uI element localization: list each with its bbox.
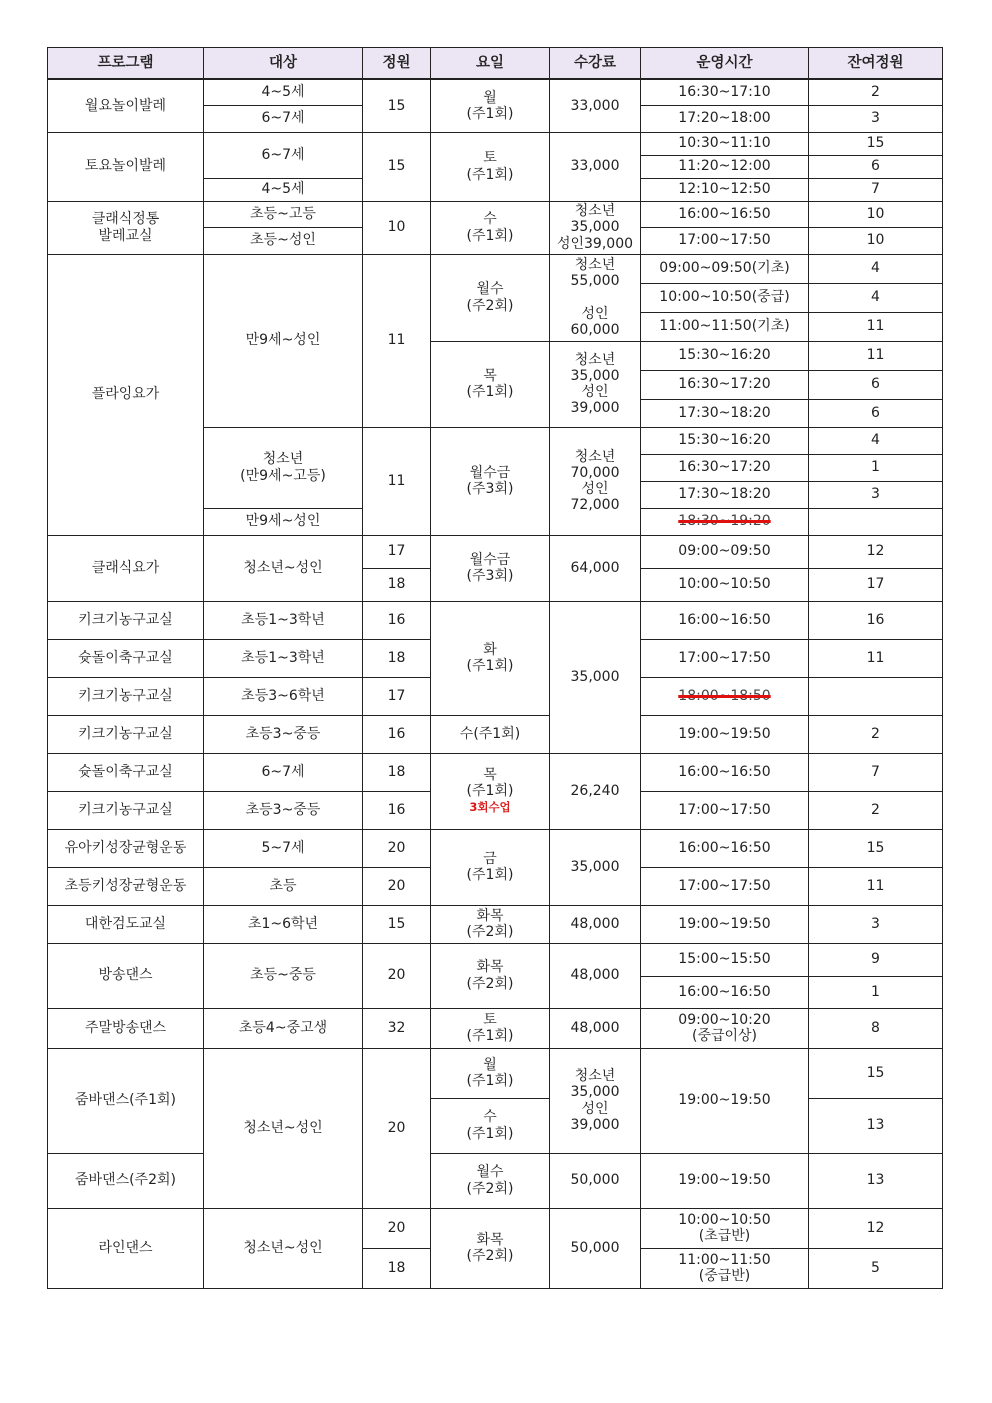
target: 초1~6학년 [204, 905, 363, 943]
fee: 35,000 [550, 829, 641, 905]
table-row [48, 905, 943, 943]
table-row [48, 829, 943, 867]
time: 11:20~12:00 [641, 155, 809, 178]
day: 목 (주1회) [466, 766, 514, 799]
program-name: 플라잉요가 [48, 254, 204, 535]
capacity: 15 [363, 132, 431, 201]
time: 10:30~11:10 [641, 132, 809, 155]
fee: 48,000 [550, 1008, 641, 1048]
day: 월 (주1회) [431, 1048, 550, 1098]
day: 화목 (주2회) [431, 1208, 550, 1288]
remaining: 2 [809, 79, 943, 105]
time: 10:00~10:50 [641, 568, 809, 601]
header-fee: 수강료 [550, 48, 641, 80]
day: 월수 (주2회) [431, 1153, 550, 1208]
fee: 50,000 [550, 1208, 641, 1288]
fee: 48,000 [550, 905, 641, 943]
day: 수 (주1회) [431, 1098, 550, 1153]
remaining: 15 [809, 132, 943, 155]
remaining: 10 [809, 227, 943, 254]
remaining: 6 [809, 399, 943, 427]
remaining: 6 [809, 370, 943, 399]
time: 16:30~17:20 [641, 370, 809, 399]
capacity: 16 [363, 791, 431, 829]
target: 청소년~성인 [204, 535, 363, 601]
cancelled-time [641, 508, 809, 535]
remaining: 5 [809, 1248, 943, 1288]
table-row [48, 1208, 943, 1248]
day: 토 (주1회) [431, 1008, 550, 1048]
program-name: 방송댄스 [48, 943, 204, 1008]
remaining: 2 [809, 791, 943, 829]
table-row [48, 132, 943, 155]
table-row [48, 943, 943, 976]
time: 16:30~17:10 [641, 79, 809, 105]
remaining: 11 [809, 639, 943, 677]
remaining: 15 [809, 1048, 943, 1098]
remaining: 17 [809, 568, 943, 601]
day: 월수 (주2회) [431, 254, 550, 341]
fee: 청소년 35,000 성인39,000 [550, 201, 641, 254]
target: 초등 [204, 867, 363, 905]
remaining: 13 [809, 1098, 943, 1153]
fee: 26,240 [550, 753, 641, 829]
session-note: 3회수업 [469, 800, 511, 815]
fee: 35,000 [550, 601, 641, 753]
fee: 50,000 [550, 1153, 641, 1208]
target: 초등3~중등 [204, 715, 363, 753]
cancelled-time-text: 18:30~19:20 [678, 513, 771, 530]
target: 초등1~3학년 [204, 639, 363, 677]
remaining [809, 677, 943, 715]
remaining: 6 [809, 155, 943, 178]
fee: 64,000 [550, 535, 641, 601]
table-row [48, 1153, 943, 1208]
target: 만9세~성인 [204, 254, 363, 427]
time: 12:10~12:50 [641, 178, 809, 201]
target: 초등~성인 [204, 227, 363, 254]
program-name: 키크기농구교실 [48, 601, 204, 639]
time: 10:00~10:50 (초급반) [641, 1208, 809, 1248]
target: 청소년 (만9세~고등) [204, 427, 363, 508]
table-row [48, 535, 943, 568]
remaining: 12 [809, 535, 943, 568]
capacity: 17 [363, 535, 431, 568]
target: 청소년~성인 [204, 1208, 363, 1288]
remaining: 3 [809, 905, 943, 943]
day: 화목 (주2회) [431, 905, 550, 943]
target: 초등4~중고생 [204, 1008, 363, 1048]
target: 6~7세 [204, 753, 363, 791]
target: 청소년~성인 [204, 1048, 363, 1208]
target: 4~5세 [204, 79, 363, 105]
remaining: 3 [809, 481, 943, 508]
remaining [809, 508, 943, 535]
table-header-row [48, 48, 943, 80]
remaining: 8 [809, 1008, 943, 1048]
day: 월수금 (주3회) [431, 535, 550, 601]
target: 6~7세 [204, 132, 363, 178]
day: 화목 (주2회) [431, 943, 550, 1008]
cancelled-time-text: 18:00~18:50 [678, 687, 771, 704]
time: 15:30~16:20 [641, 427, 809, 454]
remaining: 7 [809, 178, 943, 201]
fee: 청소년 35,000 성인 39,000 [550, 341, 641, 427]
fee: 청소년 55,000 성인 60,000 [550, 254, 641, 341]
time: 19:00~19:50 [641, 715, 809, 753]
program-name: 라인댄스 [48, 1208, 204, 1288]
time: 17:20~18:00 [641, 105, 809, 132]
remaining: 15 [809, 829, 943, 867]
table-row [48, 1008, 943, 1048]
remaining: 3 [809, 105, 943, 132]
target: 초등3~6학년 [204, 677, 363, 715]
remaining: 1 [809, 976, 943, 1008]
cancelled-time [641, 677, 809, 715]
target: 초등3~중등 [204, 791, 363, 829]
remaining: 10 [809, 201, 943, 227]
target: 5~7세 [204, 829, 363, 867]
capacity: 20 [363, 829, 431, 867]
day: 금 (주1회) [431, 829, 550, 905]
table-row [48, 201, 943, 227]
fee: 청소년 35,000 성인 39,000 [550, 1048, 641, 1153]
capacity: 15 [363, 79, 431, 132]
time: 16:00~16:50 [641, 601, 809, 639]
time: 19:00~19:50 [641, 1048, 809, 1153]
time: 09:00~10:20 (중급이상) [641, 1008, 809, 1048]
capacity: 18 [363, 753, 431, 791]
program-name: 키크기농구교실 [48, 715, 204, 753]
capacity: 10 [363, 201, 431, 254]
time: 09:00~09:50 [641, 535, 809, 568]
time: 16:00~16:50 [641, 753, 809, 791]
time: 17:00~17:50 [641, 227, 809, 254]
day: 월 (주1회) [431, 79, 550, 132]
day: 월수금 (주3회) [431, 427, 550, 535]
table-row [48, 753, 943, 791]
fee: 33,000 [550, 79, 641, 132]
table-row [48, 1048, 943, 1098]
capacity: 16 [363, 601, 431, 639]
time: 19:00~19:50 [641, 905, 809, 943]
time: 19:00~19:50 [641, 1153, 809, 1208]
time: 15:30~16:20 [641, 341, 809, 370]
capacity: 16 [363, 715, 431, 753]
target: 초등~고등 [204, 201, 363, 227]
program-name: 토요놀이발레 [48, 132, 204, 201]
time: 10:00~10:50(중급) [641, 283, 809, 312]
program-name: 키크기농구교실 [48, 677, 204, 715]
time: 16:00~16:50 [641, 976, 809, 1008]
remaining: 1 [809, 454, 943, 481]
capacity: 11 [363, 427, 431, 535]
day: 수(주1회) [431, 715, 550, 753]
remaining: 4 [809, 254, 943, 283]
program-name: 대한검도교실 [48, 905, 204, 943]
header-time: 운영시간 [641, 48, 809, 80]
header-capacity: 정원 [363, 48, 431, 80]
time: 16:00~16:50 [641, 829, 809, 867]
program-name: 줌바댄스(주2회) [48, 1153, 204, 1208]
target: 만9세~성인 [204, 508, 363, 535]
target: 6~7세 [204, 105, 363, 132]
program-name: 슛돌이축구교실 [48, 753, 204, 791]
program-name: 클래식요가 [48, 535, 204, 601]
capacity: 18 [363, 568, 431, 601]
time: 17:00~17:50 [641, 791, 809, 829]
capacity: 17 [363, 677, 431, 715]
time: 17:00~17:50 [641, 867, 809, 905]
capacity: 20 [363, 867, 431, 905]
program-name: 주말방송댄스 [48, 1008, 204, 1048]
remaining: 7 [809, 753, 943, 791]
capacity: 18 [363, 1248, 431, 1288]
table-row [48, 715, 943, 753]
day: 수 (주1회) [431, 201, 550, 254]
fee: 청소년 70,000 성인 72,000 [550, 427, 641, 535]
capacity: 18 [363, 639, 431, 677]
time: 15:00~15:50 [641, 943, 809, 976]
time: 09:00~09:50(기초) [641, 254, 809, 283]
capacity: 20 [363, 943, 431, 1008]
capacity: 15 [363, 905, 431, 943]
remaining: 2 [809, 715, 943, 753]
day-cell [431, 753, 550, 829]
remaining: 12 [809, 1208, 943, 1248]
remaining: 4 [809, 427, 943, 454]
target: 초등~중등 [204, 943, 363, 1008]
header-program: 프로그램 [48, 48, 204, 80]
capacity: 20 [363, 1208, 431, 1248]
time: 11:00~11:50(기초) [641, 312, 809, 341]
table-row [48, 79, 943, 105]
day: 화 (주1회) [431, 601, 550, 715]
day: 목 (주1회) [431, 341, 550, 427]
target: 초등1~3학년 [204, 601, 363, 639]
fee: 48,000 [550, 943, 641, 1008]
target: 4~5세 [204, 178, 363, 201]
time: 17:30~18:20 [641, 399, 809, 427]
capacity: 20 [363, 1048, 431, 1208]
program-name: 월요놀이발레 [48, 79, 204, 132]
time: 17:00~17:50 [641, 639, 809, 677]
program-name: 클래식정통 발레교실 [48, 201, 204, 254]
program-name: 유아키성장균형운동 [48, 829, 204, 867]
table-row [48, 601, 943, 639]
program-name: 줌바댄스(주1회) [48, 1048, 204, 1153]
remaining: 16 [809, 601, 943, 639]
remaining: 11 [809, 341, 943, 370]
time: 11:00~11:50 (중급반) [641, 1248, 809, 1288]
time: 17:30~18:20 [641, 481, 809, 508]
remaining: 4 [809, 283, 943, 312]
time: 16:30~17:20 [641, 454, 809, 481]
remaining: 11 [809, 312, 943, 341]
program-name: 초등키성장균형운동 [48, 867, 204, 905]
table-row [48, 254, 943, 283]
capacity: 32 [363, 1008, 431, 1048]
program-name: 키크기농구교실 [48, 791, 204, 829]
program-schedule-table [47, 47, 943, 1289]
remaining: 11 [809, 867, 943, 905]
capacity: 11 [363, 254, 431, 427]
time: 16:00~16:50 [641, 201, 809, 227]
header-target: 대상 [204, 48, 363, 80]
remaining: 13 [809, 1153, 943, 1208]
fee: 33,000 [550, 132, 641, 201]
remaining: 9 [809, 943, 943, 976]
header-remaining: 잔여정원 [809, 48, 943, 80]
header-day: 요일 [431, 48, 550, 80]
program-name: 슛돌이축구교실 [48, 639, 204, 677]
day: 토 (주1회) [431, 132, 550, 201]
